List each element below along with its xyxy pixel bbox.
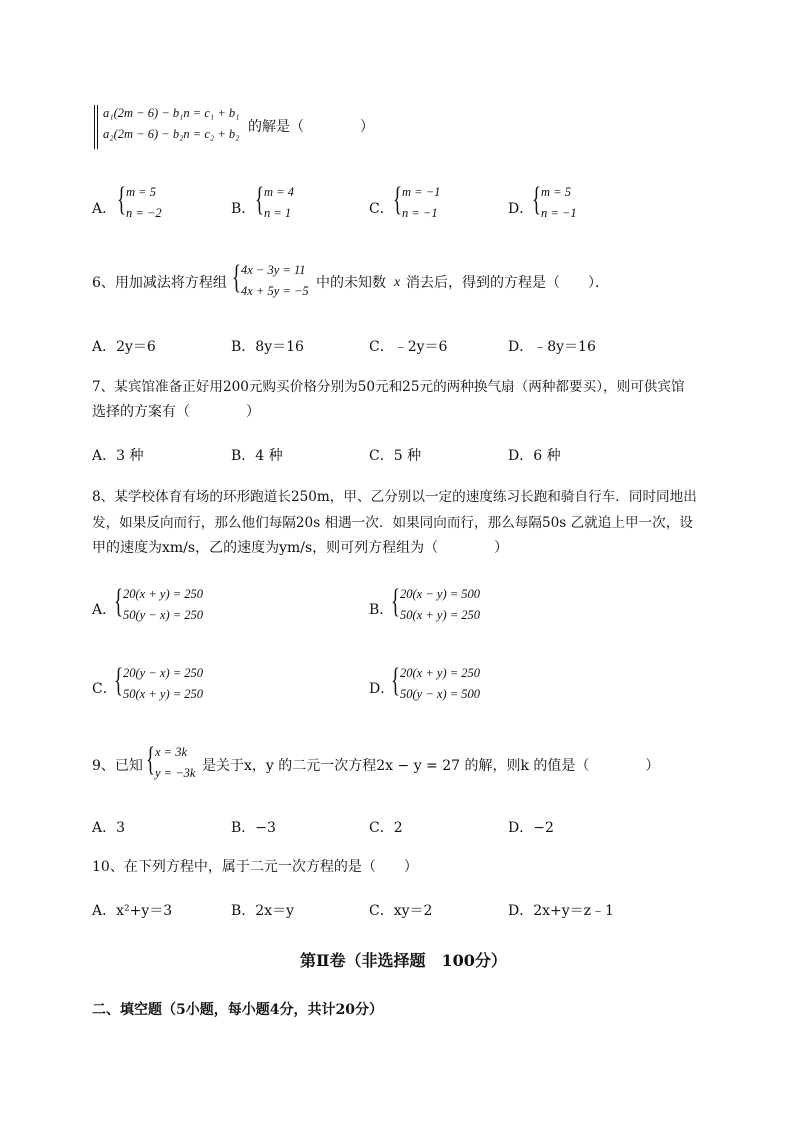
q9-option-b: B．−3 xyxy=(231,820,276,836)
q8-line2: 发，如果反向而行，那么他们每隔20s 相遇一次．如果同向而行，那么每隔50s 乙就追上甲一次，设 xyxy=(92,515,693,531)
q7-line2: 选择的方案有（ ） xyxy=(92,404,260,420)
q7-option-d: D．6 种 xyxy=(508,448,561,464)
q5-option-a-label: A． xyxy=(92,201,117,217)
section-title: 第Ⅱ卷（非选择题 100分） xyxy=(300,951,507,970)
q8-option-b-label: B． xyxy=(369,602,394,618)
part-title: 二、填空题（5小题，每小题4分，共计20分） xyxy=(92,1002,383,1018)
q9-prefix: 9、已知 xyxy=(92,758,143,774)
q9-option-d: D．−2 xyxy=(508,820,554,836)
q10-option-d: D．2x+y＝z﹣1 xyxy=(508,903,614,919)
q6-option-c: C．﹣2y＝6 xyxy=(369,339,448,355)
q5-option-c-eq2: n = −1 xyxy=(402,206,438,220)
q9-eq1: x = 3k xyxy=(155,745,188,759)
q5-option-b-eq1: m = 4 xyxy=(264,185,294,199)
q8-option-d-brace: { xyxy=(391,662,400,699)
q8-option-d-eq2: 50(y − x) = 500 xyxy=(400,687,481,701)
q8-option-c-eq1: 20(y − x) = 250 xyxy=(123,666,204,680)
q5-option-c-eq1: m = −1 xyxy=(402,185,441,199)
q8-option-b-brace: { xyxy=(391,583,400,620)
q8-option-c-eq2: 50(x + y) = 250 xyxy=(123,687,204,701)
q5-eq2: a₂(2m − 6) − b₂n = c₂ + b₂ xyxy=(103,127,240,141)
q7-line1: 7、某宾馆准备正好用200元购买价格分别为50元和25元的两种换气扇（两种都要买），则可供宾馆 xyxy=(92,379,685,395)
q10-option-c: C．xy＝2 xyxy=(369,903,433,919)
q5-eq1: a₁(2m − 6) − b₁n = c₁ + b₁ xyxy=(103,106,240,120)
q5-suffix: 的解是（ ） xyxy=(248,119,374,135)
q8-option-a-eq2: 50(y − x) = 250 xyxy=(123,608,204,622)
q8-line1: 8、某学校体育有场的环形跑道长250m，甲、乙分别以一定的速度练习长跑和骑自行车．同时同地出 xyxy=(92,489,697,505)
q8-option-b-eq2: 50(x + y) = 250 xyxy=(400,608,481,622)
q6-eq1: 4x − 3y = 11 xyxy=(241,263,306,277)
q6-brace: { xyxy=(232,259,241,296)
q5-option-d-eq2: n = −1 xyxy=(541,206,577,220)
q7-option-c: C．5 种 xyxy=(369,448,422,464)
q9-eq2: y = −3k xyxy=(155,766,196,780)
q8-option-d-eq1: 20(x + y) = 250 xyxy=(400,666,481,680)
q5-option-d-brace: { xyxy=(532,181,541,218)
q10-option-a: A．x²+y＝3 xyxy=(92,903,173,919)
q5-option-d-label: D． xyxy=(508,201,534,217)
q6-var: x xyxy=(394,275,401,290)
q5-option-b-eq2: n = 1 xyxy=(264,206,292,220)
q8-option-c-brace: { xyxy=(114,662,123,699)
q5-option-b-label: B． xyxy=(231,201,256,217)
q5-option-c-label: C． xyxy=(369,201,394,217)
q8-option-c-label: C． xyxy=(92,681,117,697)
q9-option-a: A．3 xyxy=(92,820,126,836)
q5-option-c-brace: { xyxy=(393,181,402,218)
q7-option-a: A．3 种 xyxy=(92,448,144,464)
q8-option-d-label: D． xyxy=(369,681,395,697)
q5-brace xyxy=(94,105,100,149)
q10-stem: 10、在下列方程中，属于二元一次方程的是（ ） xyxy=(92,859,418,875)
q8-option-a-eq1: 20(x + y) = 250 xyxy=(123,587,204,601)
q6-option-d: D．﹣8y＝16 xyxy=(508,339,596,355)
q6-suffix: 消去后，得到的方程是（ ）． xyxy=(406,275,609,291)
q6-prefix: 6、用加减法将方程组 xyxy=(92,275,227,291)
q10-option-b: B．2x＝y xyxy=(231,903,294,919)
q5-option-a-eq2: n = −2 xyxy=(126,206,162,220)
q5-option-d-eq1: m = 5 xyxy=(541,185,571,199)
q5-option-a-brace: { xyxy=(117,181,126,218)
q7-option-b: B．4 种 xyxy=(231,448,283,464)
q8-option-a-brace: { xyxy=(114,583,123,620)
q6-eq2: 4x + 5y = −5 xyxy=(241,284,309,298)
q8-line3: 甲的速度为xm/s，乙的速度为ym/s，则可列方程组为（ ） xyxy=(92,540,509,556)
q5-option-a-eq1: m = 5 xyxy=(126,185,156,199)
q8-option-b-eq1: 20(x − y) = 500 xyxy=(400,587,481,601)
q9-brace: { xyxy=(146,741,155,778)
q9-suffix: 是关于x，y 的二元一次方程2x − y = 27 的解，则k 的值是（ ） xyxy=(202,758,660,774)
q9-option-c: C．2 xyxy=(369,820,403,836)
q5-option-b-brace: { xyxy=(255,181,264,218)
q6-option-b: B．8y＝16 xyxy=(231,339,304,355)
q6-mid: 中的未知数 xyxy=(316,275,386,291)
q6-option-a: A．2y＝6 xyxy=(92,339,156,355)
q8-option-a-label: A． xyxy=(92,602,117,618)
